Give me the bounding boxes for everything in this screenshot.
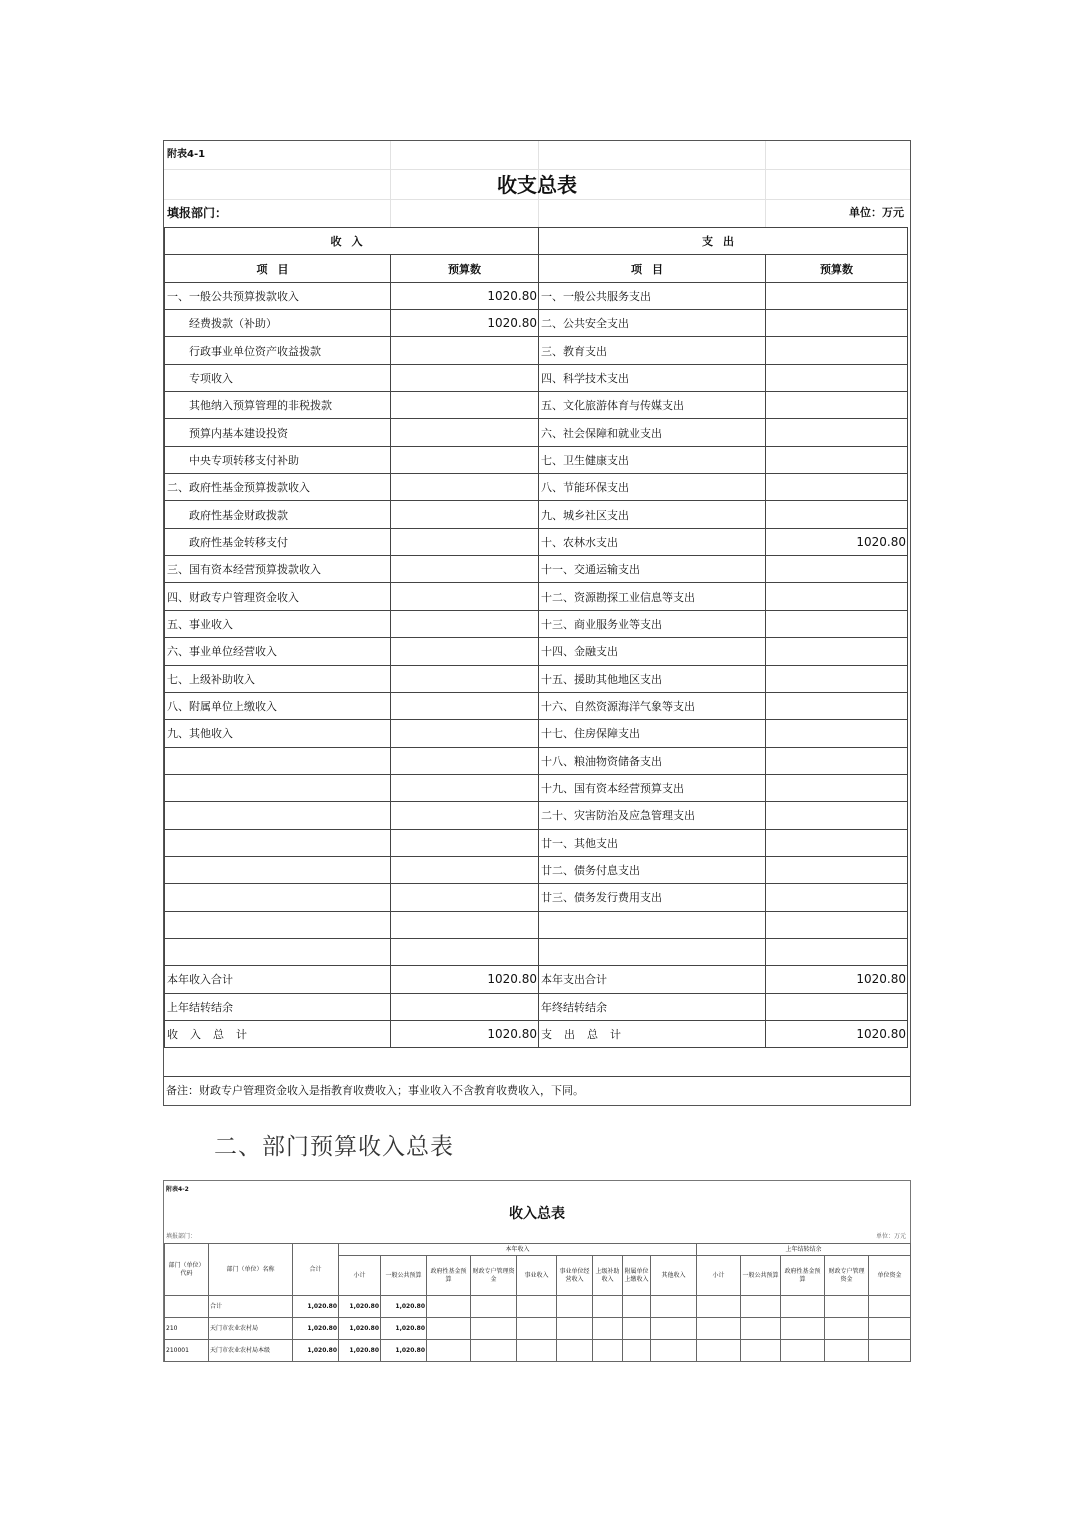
- table-row: [165, 774, 908, 801]
- income-budget-cell: 1020.80: [391, 282, 539, 309]
- income-item-cell: 本年收入合计: [165, 966, 391, 993]
- empty-cell: [697, 1318, 741, 1340]
- expense-item-header: 项目: [539, 255, 766, 282]
- empty-cell: [557, 1318, 593, 1340]
- empty-cell: [741, 1296, 781, 1318]
- income-item-cell: 八、附属单位上缴收入: [165, 692, 391, 719]
- expense-item-cell: 五、文化旅游体育与传媒支出: [539, 392, 766, 419]
- table-row: [165, 419, 908, 446]
- prior-col-header: 小计: [697, 1256, 741, 1296]
- empty-cell: [471, 1340, 517, 1362]
- expense-item-cell: 廿一、其他支出: [539, 829, 766, 856]
- empty-cell: [557, 1340, 593, 1362]
- expense-budget-cell: [766, 310, 908, 337]
- group-header-row: [165, 1244, 911, 1256]
- expense-item-cell: 十八、粮油物资储备支出: [539, 747, 766, 774]
- current-income-header: 本年收入: [339, 1244, 697, 1256]
- income-budget-cell: [391, 501, 539, 528]
- income-budget-cell: 1020.80: [391, 1020, 539, 1047]
- empty-cell: [697, 1296, 741, 1318]
- table-meta: [166, 1231, 906, 1240]
- income-item-cell: 五、事业收入: [165, 610, 391, 637]
- expense-budget-cell: [766, 556, 908, 583]
- empty-cell: [825, 1318, 869, 1340]
- income-item-cell: 二、政府性基金预算拨款收入: [165, 474, 391, 501]
- dept-code-header: 部门（单位）代码: [165, 1244, 209, 1296]
- table-row: [165, 884, 908, 911]
- table-row: [165, 556, 908, 583]
- income-item-cell: 上年结转结余: [165, 993, 391, 1020]
- dept-label: 填报部门：: [166, 1233, 197, 1240]
- dept-name-cell: 天门市农业农村局: [209, 1318, 293, 1340]
- income-expense-summary-table: [163, 140, 911, 1106]
- income-budget-header: 预算数: [391, 255, 539, 282]
- income-item-cell: 政府性基金转移支付: [165, 528, 391, 555]
- empty-cell: [427, 1296, 471, 1318]
- income-item-cell: 预算内基本建设投资: [165, 419, 391, 446]
- expense-item-cell: 十九、国有资本经营预算支出: [539, 774, 766, 801]
- expense-budget-cell: [766, 665, 908, 692]
- total-header: 合计: [293, 1244, 339, 1296]
- expense-budget-cell: 1020.80: [766, 528, 908, 555]
- income-grid: [164, 1243, 911, 1362]
- expense-budget-cell: [766, 337, 908, 364]
- table-row: [165, 1020, 908, 1047]
- income-item-cell: [165, 802, 391, 829]
- expense-budget-cell: [766, 692, 908, 719]
- current-col-header: 事业单位经营收入: [557, 1256, 593, 1296]
- income-header: 收入: [165, 228, 539, 255]
- table-row: [165, 446, 908, 473]
- section-heading: 二、部门预算收入总表: [214, 1134, 454, 1160]
- expense-item-cell: 本年支出合计: [539, 966, 766, 993]
- expense-item-cell: 八、节能环保支出: [539, 474, 766, 501]
- subtotal-cell: 1,020.80: [339, 1340, 381, 1362]
- income-item-cell: 中央专项转移支付补助: [165, 446, 391, 473]
- table-note: 备注：财政专户管理资金收入是指教育收费收入；事业收入不含教育收费收入，下同。: [164, 1076, 910, 1105]
- table-row: [165, 665, 908, 692]
- income-item-cell: [165, 747, 391, 774]
- current-col-header: 一般公共预算: [381, 1256, 427, 1296]
- empty-cell: [781, 1318, 825, 1340]
- income-item-cell: 专项收入: [165, 364, 391, 391]
- dept-name-cell: 天门市农业农村局本级: [209, 1340, 293, 1362]
- income-item-cell: [165, 911, 391, 938]
- empty-cell: [869, 1318, 911, 1340]
- current-col-header: 政府性基金预算: [427, 1256, 471, 1296]
- dept-name-cell: 合计: [209, 1296, 293, 1318]
- table-row: [165, 501, 908, 528]
- expense-budget-cell: [766, 638, 908, 665]
- expense-budget-cell: [766, 829, 908, 856]
- table-row: [165, 856, 908, 883]
- current-col-header: 财政专户管理资金: [471, 1256, 517, 1296]
- empty-cell: [741, 1318, 781, 1340]
- unit-label: 单位：万元: [849, 206, 904, 219]
- income-item-cell: 收入总计: [165, 1020, 391, 1047]
- empty-cell: [623, 1296, 651, 1318]
- expense-budget-cell: [766, 419, 908, 446]
- expense-item-cell: 十、农林水支出: [539, 528, 766, 555]
- empty-cell: [825, 1340, 869, 1362]
- income-item-cell: [165, 856, 391, 883]
- current-col-header: 小计: [339, 1256, 381, 1296]
- table-row: [165, 993, 908, 1020]
- empty-cell: [651, 1318, 697, 1340]
- expense-item-cell: 十二、资源勘探工业信息等支出: [539, 583, 766, 610]
- income-budget-cell: [391, 747, 539, 774]
- expense-header: 支出: [539, 228, 908, 255]
- expense-budget-header: 预算数: [766, 255, 908, 282]
- income-item-cell: 行政事业单位资产收益拨款: [165, 337, 391, 364]
- income-budget-cell: [391, 364, 539, 391]
- table-row: [165, 1296, 911, 1318]
- empty-cell: [869, 1296, 911, 1318]
- expense-budget-cell: [766, 610, 908, 637]
- expense-budget-cell: [766, 938, 908, 965]
- total-cell: 1,020.80: [293, 1296, 339, 1318]
- table-row: [165, 282, 908, 309]
- empty-cell: [471, 1296, 517, 1318]
- prior-col-header: 财政专户管理资金: [825, 1256, 869, 1296]
- expense-budget-cell: [766, 993, 908, 1020]
- income-budget-cell: 1020.80: [391, 310, 539, 337]
- table-meta: [164, 199, 910, 227]
- current-col-header: 其他收入: [651, 1256, 697, 1296]
- empty-cell: [651, 1296, 697, 1318]
- expense-budget-cell: [766, 392, 908, 419]
- table-row: [165, 692, 908, 719]
- table-row: [165, 610, 908, 637]
- expense-budget-cell: [766, 884, 908, 911]
- expense-item-cell: 二、公共安全支出: [539, 310, 766, 337]
- income-budget-cell: [391, 337, 539, 364]
- expense-item-cell: 十七、住房保障支出: [539, 720, 766, 747]
- empty-cell: [557, 1296, 593, 1318]
- prior-balance-header: 上年结转结余: [697, 1244, 911, 1256]
- income-item-cell: 三、国有资本经营预算拨款收入: [165, 556, 391, 583]
- prior-col-header: 单位资金: [869, 1256, 911, 1296]
- income-budget-cell: 1020.80: [391, 966, 539, 993]
- current-col-header: 附属单位上缴收入: [623, 1256, 651, 1296]
- general-budget-cell: 1,020.80: [381, 1318, 427, 1340]
- expense-item-cell: 四、科学技术支出: [539, 364, 766, 391]
- empty-cell: [517, 1296, 557, 1318]
- table-row: [165, 638, 908, 665]
- expense-item-cell: 十一、交通运输支出: [539, 556, 766, 583]
- empty-cell: [869, 1340, 911, 1362]
- expense-budget-cell: [766, 446, 908, 473]
- income-item-cell: 其他纳入预算管理的非税拨款: [165, 392, 391, 419]
- current-col-header: 事业收入: [517, 1256, 557, 1296]
- empty-cell: [471, 1318, 517, 1340]
- dept-code-cell: 210: [165, 1318, 209, 1340]
- table-row: [165, 1318, 911, 1340]
- expense-budget-cell: [766, 802, 908, 829]
- income-budget-cell: [391, 829, 539, 856]
- empty-cell: [651, 1340, 697, 1362]
- income-summary-table: [163, 1180, 911, 1362]
- income-item-cell: 四、财政专户管理资金收入: [165, 583, 391, 610]
- table-row: [165, 1340, 911, 1362]
- dept-label: 填报部门：: [167, 206, 228, 220]
- empty-cell: [593, 1340, 623, 1362]
- income-item-cell: 七、上级补助收入: [165, 665, 391, 692]
- table-row: [165, 938, 908, 965]
- table-row: [165, 720, 908, 747]
- income-budget-cell: [391, 856, 539, 883]
- expense-item-cell: [539, 911, 766, 938]
- table-row: [165, 583, 908, 610]
- empty-cell: [517, 1318, 557, 1340]
- empty-cell: [517, 1340, 557, 1362]
- income-budget-cell: [391, 610, 539, 637]
- expense-item-cell: 十四、金融支出: [539, 638, 766, 665]
- table-row: [165, 474, 908, 501]
- empty-cell: [427, 1340, 471, 1362]
- income-budget-cell: [391, 720, 539, 747]
- expense-item-cell: 七、卫生健康支出: [539, 446, 766, 473]
- expense-item-cell: [539, 938, 766, 965]
- income-budget-cell: [391, 556, 539, 583]
- dept-code-cell: 210001: [165, 1340, 209, 1362]
- income-budget-cell: [391, 419, 539, 446]
- empty-cell: [825, 1296, 869, 1318]
- expense-budget-cell: [766, 747, 908, 774]
- income-budget-cell: [391, 911, 539, 938]
- table-row: [165, 392, 908, 419]
- income-budget-cell: [391, 665, 539, 692]
- subtotal-cell: 1,020.80: [339, 1318, 381, 1340]
- income-budget-cell: [391, 583, 539, 610]
- expense-budget-cell: [766, 774, 908, 801]
- dept-code-cell: [165, 1296, 209, 1318]
- income-budget-cell: [391, 802, 539, 829]
- table-label: 附表4-2: [166, 1186, 189, 1193]
- income-item-cell: [165, 774, 391, 801]
- table-label: 附表4-1: [167, 149, 206, 160]
- expense-budget-cell: [766, 583, 908, 610]
- income-budget-cell: [391, 528, 539, 555]
- empty-cell: [781, 1340, 825, 1362]
- expense-item-cell: 年终结转结余: [539, 993, 766, 1020]
- total-cell: 1,020.80: [293, 1318, 339, 1340]
- expense-budget-cell: [766, 720, 908, 747]
- empty-cell: [427, 1318, 471, 1340]
- income-item-cell: 九、其他收入: [165, 720, 391, 747]
- expense-budget-cell: 1020.80: [766, 966, 908, 993]
- summary-grid: [164, 227, 908, 1048]
- table-row: [165, 829, 908, 856]
- expense-item-cell: 十六、自然资源海洋气象等支出: [539, 692, 766, 719]
- expense-budget-cell: [766, 501, 908, 528]
- empty-cell: [741, 1340, 781, 1362]
- column-header-row: [165, 255, 908, 282]
- table-row: [165, 364, 908, 391]
- table-row: [165, 528, 908, 555]
- table-row: [165, 802, 908, 829]
- expense-budget-cell: [766, 911, 908, 938]
- income-budget-cell: [391, 993, 539, 1020]
- income-budget-cell: [391, 392, 539, 419]
- income-item-cell: [165, 938, 391, 965]
- expense-budget-cell: [766, 282, 908, 309]
- current-col-header: 上级补助收入: [593, 1256, 623, 1296]
- income-budget-cell: [391, 884, 539, 911]
- income-budget-cell: [391, 692, 539, 719]
- expense-budget-cell: 1020.80: [766, 1020, 908, 1047]
- income-item-header: 项目: [165, 255, 391, 282]
- expense-budget-cell: [766, 364, 908, 391]
- expense-item-cell: 三、教育支出: [539, 337, 766, 364]
- income-budget-cell: [391, 638, 539, 665]
- subtotal-cell: 1,020.80: [339, 1296, 381, 1318]
- unit-label: 单位：万元: [875, 1233, 906, 1240]
- empty-cell: [781, 1296, 825, 1318]
- total-cell: 1,020.80: [293, 1340, 339, 1362]
- expense-budget-cell: [766, 474, 908, 501]
- dept-name-header: 部门（单位）名称: [209, 1244, 293, 1296]
- table-row: [165, 966, 908, 993]
- expense-item-cell: 支出总计: [539, 1020, 766, 1047]
- income-budget-cell: [391, 474, 539, 501]
- expense-item-cell: 二十、灾害防治及应急管理支出: [539, 802, 766, 829]
- table-row: [165, 911, 908, 938]
- expense-item-cell: 廿二、债务付息支出: [539, 856, 766, 883]
- income-item-cell: [165, 884, 391, 911]
- income-item-cell: 经费拨款（补助）: [165, 310, 391, 337]
- table-row: [165, 310, 908, 337]
- income-budget-cell: [391, 446, 539, 473]
- expense-item-cell: 廿三、债务发行费用支出: [539, 884, 766, 911]
- table-title: 收支总表: [497, 173, 577, 197]
- table-row: [165, 337, 908, 364]
- income-item-cell: [165, 829, 391, 856]
- general-budget-cell: 1,020.80: [381, 1340, 427, 1362]
- income-item-cell: 六、事业单位经营收入: [165, 638, 391, 665]
- group-header-row: [165, 228, 908, 255]
- empty-cell: [593, 1318, 623, 1340]
- expense-item-cell: 九、城乡社区支出: [539, 501, 766, 528]
- expense-budget-cell: [766, 856, 908, 883]
- prior-col-header: 一般公共预算: [741, 1256, 781, 1296]
- empty-cell: [697, 1340, 741, 1362]
- general-budget-cell: 1,020.80: [381, 1296, 427, 1318]
- expense-item-cell: 一、一般公共服务支出: [539, 282, 766, 309]
- empty-cell: [593, 1296, 623, 1318]
- empty-cell: [623, 1340, 651, 1362]
- table-row: [165, 747, 908, 774]
- income-budget-cell: [391, 774, 539, 801]
- income-item-cell: 政府性基金财政拨款: [165, 501, 391, 528]
- empty-cell: [623, 1318, 651, 1340]
- expense-item-cell: 十五、援助其他地区支出: [539, 665, 766, 692]
- expense-item-cell: 六、社会保障和就业支出: [539, 419, 766, 446]
- prior-col-header: 政府性基金预算: [781, 1256, 825, 1296]
- income-budget-cell: [391, 938, 539, 965]
- table-title: 收入总表: [509, 1206, 565, 1222]
- income-item-cell: 一、一般公共预算拨款收入: [165, 282, 391, 309]
- expense-item-cell: 十三、商业服务业等支出: [539, 610, 766, 637]
